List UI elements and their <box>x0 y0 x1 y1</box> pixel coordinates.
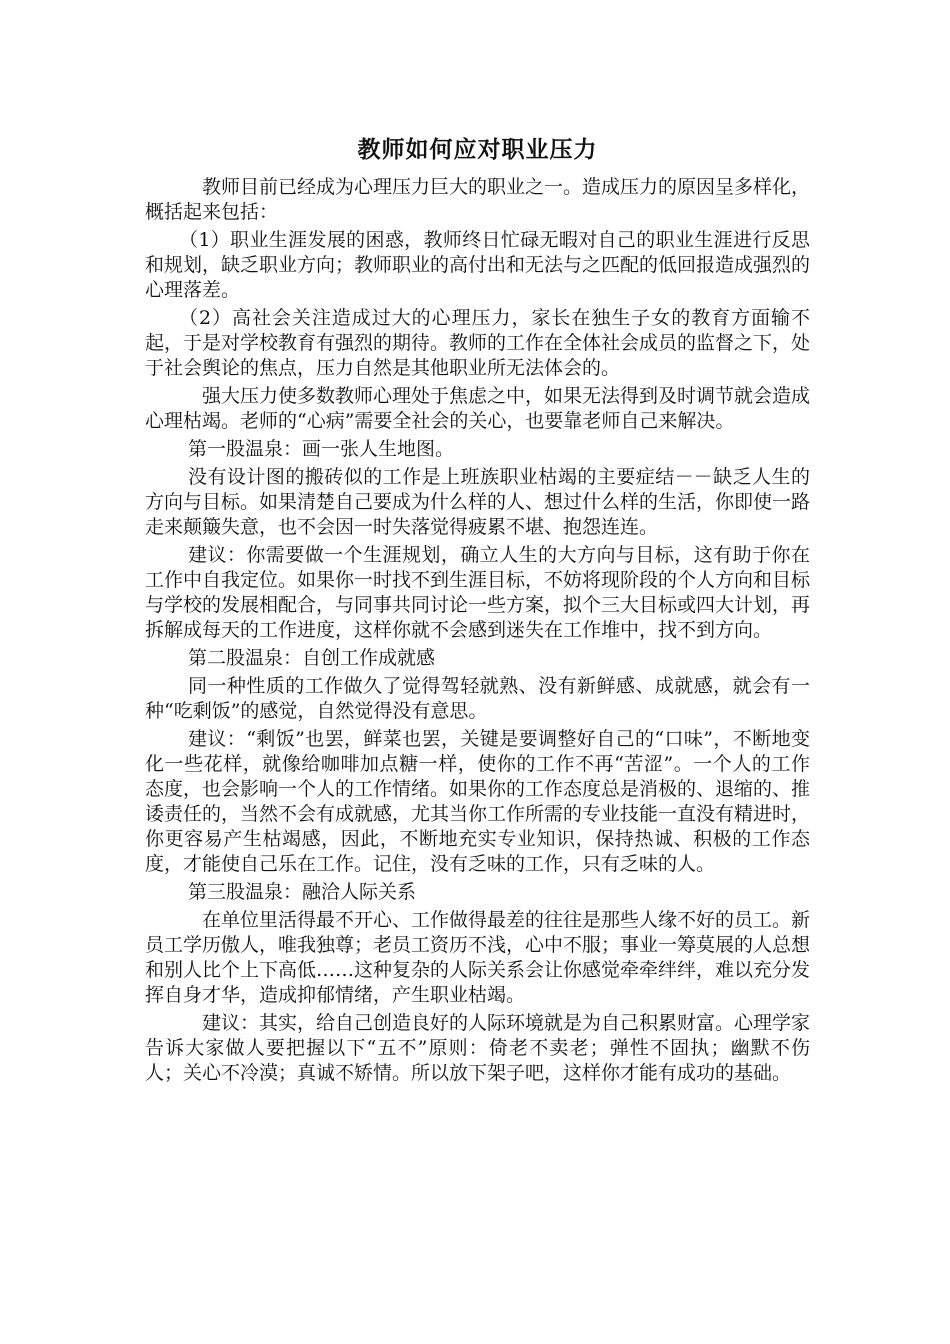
section-3-advice: 建议：其实，给自己创造良好的人际环境就是为自己积累财富。心理学家告诉大家做人要把握以下“五不”原则：倚老不卖老；弹性不固执；幽默不伤人；关心不冷漠；真诚不矫情。所以放下架子吧，这样你才能有成功的基础。 <box>145 1012 811 1084</box>
section-heading-1: 第一股温泉：画一张人生地图。 <box>188 438 455 460</box>
section-1-body: 没有设计图的搬砖似的工作是上班族职业枯竭的主要症结－－缺乏人生的方向与目标。如果清楚自己要成为什么样的人、想过什么样的生活，你即使一路走来颠簸失意，也不会因一时失落觉得疲累不堪、抱怨连连。 <box>145 466 811 538</box>
section-heading-3: 第三股温泉：融洽人际关系 <box>188 881 417 903</box>
section-heading-2: 第二股温泉：自创工作成就感 <box>188 647 436 669</box>
cause-1-paragraph: （1）职业生涯发展的困惑，教师终日忙碌无暇对自己的职业生涯进行反思和规划，缺乏职业方向；教师职业的高付出和无法与之匹配的低回报造成强烈的心理落差。 <box>145 229 811 301</box>
document-page <box>145 130 810 1086</box>
summary-paragraph: 强大压力使多数教师心理处于焦虑之中，如果无法得到及时调节就会造成心理枯竭。老师的“心病”需要全社会的关心，也要靠老师自己来解决。 <box>145 385 811 432</box>
section-2-body: 同一种性质的工作做久了觉得驾轻就熟、没有新鲜感、成就感，就会有一种“吃剩饭”的感觉，自然觉得没有意思。 <box>145 675 810 722</box>
intro-paragraph: 教师目前已经成为心理压力巨大的职业之一。造成压力的原因呈多样化，概括起来包括： <box>145 176 811 223</box>
section-1-advice: 建议：你需要做一个生涯规划，确立人生的大方向与目标，这有助于你在工作中自我定位。如果你一时找不到生涯目标，不妨将现阶段的个人方向和目标与学校的发展相配合，与同事共同讨论一些方案，拟个三大目标或四大计划，再拆解成每天的工作进度，这样你就不会感到迷失在工作堆中，找不到方向。 <box>145 544 811 641</box>
section-2-advice: 建议：“剩饭”也罢，鲜菜也罢，关键是要调整好自己的“口味”，不断地变化一些花样，就像给咖啡加点糖一样，使你的工作不再“苦涩”。一个人的工作态度，也会影响一个人的工作情绪。如果你的工作态度总是消极的、退缩的、推诿责任的，当然不会有成就感，尤其当你工作所需的专业技能一直没有精进时，你更容易产生枯竭感，因此，不断地充实专业知识，保持热诚、积极的工作态度，才能使自己乐在工作。记住，没有乏味的工作，只有乏味的人。 <box>145 728 811 875</box>
cause-2-paragraph: （2）高社会关注造成过大的心理压力，家长在独生子女的教育方面输不起，于是对学校教育有强烈的期待。教师的工作在全体社会成员的监督之下，处于社会舆论的焦点，压力自然是其他职业所无法体会的。 <box>145 307 811 379</box>
document-title: 教师如何应对职业压力 <box>357 136 598 163</box>
section-3-body: 在单位里活得最不开心、工作做得最差的往往是那些人缘不好的员工。新员工学历傲人，唯我独尊；老员工资历不浅，心中不服；事业一筹莫展的人总想和别人比个上下高低……这种复杂的人际关系会让你感觉牵牵绊绊，难以充分发挥自身才华，造成抑郁情绪，产生职业枯竭。 <box>145 909 811 1006</box>
